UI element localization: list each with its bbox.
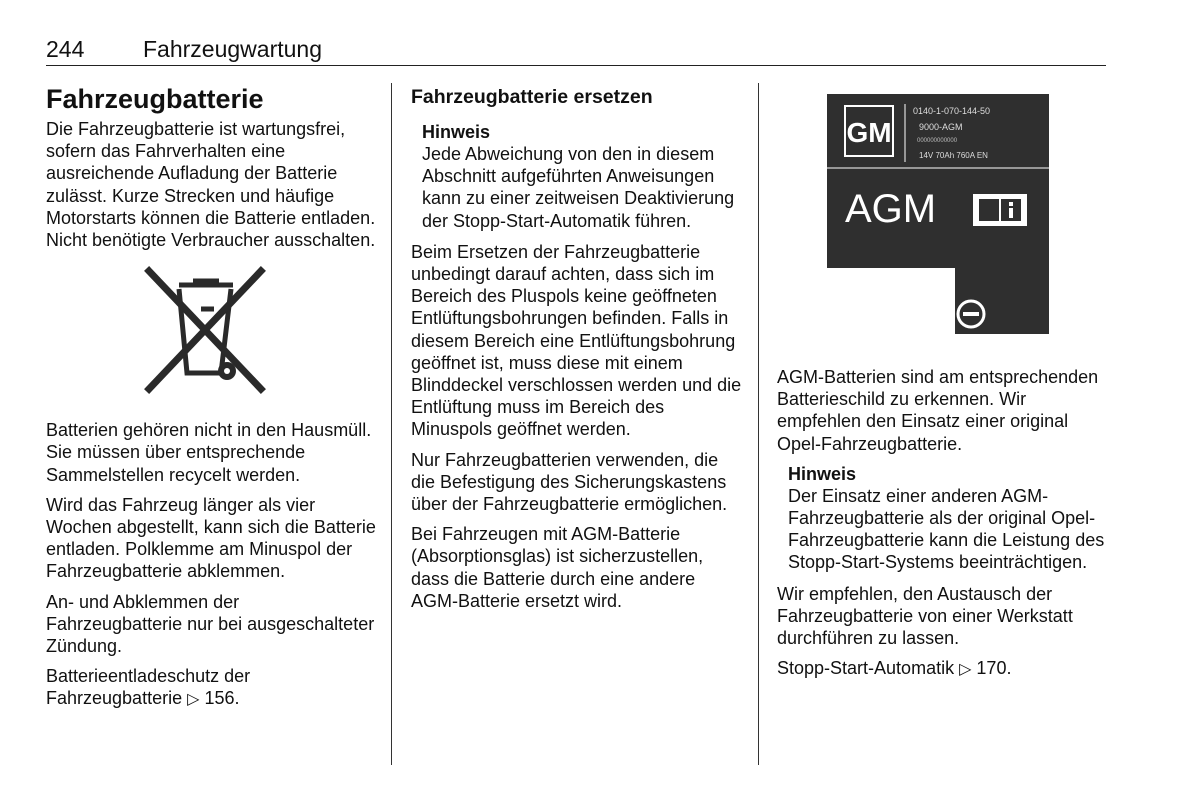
note-title: Hinweis (422, 122, 491, 142)
recycling-figure (46, 265, 376, 403)
label-brand: GM (846, 117, 892, 148)
note-text-2: Der Einsatz einer anderen AGM-Fahrzeugbatterie als der original Opel-Fahrzeugbatterie kann die Leistung des Stopp-Start-Systems beeinträchtigen. (788, 485, 1105, 573)
section-title: Fahrzeugbatterie (46, 84, 264, 114)
column-divider-2 (758, 83, 759, 765)
note-box (411, 121, 743, 232)
note-box-2 (777, 463, 1107, 574)
workshop-paragraph: Wir empfehlen, den Austausch der Fahrzeugbatterie von einer Werkstatt durchführen zu lassen. (777, 583, 1073, 649)
label-type: AGM (845, 187, 937, 231)
column-right (777, 84, 1107, 689)
discharge-protection-paragraph: Batterieentladeschutz der Fahrzeugbatterie ▷ 156. (46, 666, 251, 709)
chapter-title: Fahrzeugwartung (143, 36, 322, 62)
owner-manual-icon (973, 194, 1027, 226)
battery-label-figure (777, 84, 1107, 356)
note-text: Jede Abweichung von den in diesem Abschnitt aufgeführten Anweisungen kann zu einer zeitweisen Deaktivierung der Stopp-Start-Automatik führen. (422, 144, 735, 231)
cross-reference-arrow-icon: ▷ (959, 661, 972, 679)
agm-identification-paragraph: AGM-Batterien sind am entsprechenden Batterieschild zu erkennen. Wir empfehlen den Einsatz einer original Opel-Fahrzeugbatterie. (777, 367, 1099, 454)
disposal-paragraph: Batterien gehören nicht in den Hausmüll. Sie müssen über entsprechende Sammelstellen recycelt werden. (46, 420, 372, 485)
page-number: 244 (46, 36, 85, 62)
label-line-3: 000000000000 (917, 138, 958, 144)
note-title-2: Hinweis (788, 463, 857, 484)
column-divider-1 (391, 83, 392, 765)
crossed-out-wheelie-bin-icon (141, 265, 269, 397)
agm-replacement-paragraph: Bei Fahrzeugen mit AGM-Batterie (Absorptionsglas) ist sicherzustellen, dass die Batterie durch eine andere AGM-Batterie ersetzt wird. (411, 524, 704, 611)
storage-paragraph: Wird das Fahrzeug länger als vier Wochen abgestellt, kann sich die Batterie entladen. Polklemme am Minuspol der Fahrzeugbatterie abklemmen. (46, 494, 376, 582)
agm-battery-label-illustration (823, 90, 1053, 340)
page-header (46, 36, 1106, 64)
stop-start-reference-paragraph: Stopp-Start-Automatik ▷ 170. (777, 658, 1012, 679)
subsection-title: Fahrzeugbatterie ersetzen (411, 86, 653, 108)
column-middle (411, 84, 743, 620)
label-line-1: 0140-1-070-144-50 (913, 106, 991, 116)
label-line-2: 9000-AGM (919, 122, 963, 132)
label-line-4: 14V 70Ah 760A EN (919, 151, 988, 160)
vent-holes-paragraph: Beim Ersetzen der Fahrzeugbatterie unbedingt darauf achten, dass sich im Bereich des Pluspols keine geöffneten Entlüftungsbohrungen befinden. Falls in diesem Bereich eine Entlüftungsbohrung geöffnet ist, muss diese mit einem Blinddeckel verschlossen werden und die Entlüftung muss im Bereich des Minuspols geöffnet werden. (411, 241, 742, 440)
header-divider (46, 65, 1106, 66)
cross-reference-link[interactable]: 170. (976, 658, 1012, 679)
ignition-paragraph: An- und Abklemmen der Fahrzeugbatterie nur bei ausgeschalteter Zündung. (46, 591, 375, 657)
cross-reference-arrow-icon: ▷ (187, 691, 200, 709)
cross-reference-link[interactable]: 156. (204, 688, 240, 709)
fuse-box-paragraph: Nur Fahrzeugbatterien verwenden, die die Befestigung des Sicherungskastens über der Fahrzeugbatterie ermöglichen. (411, 449, 728, 515)
battery-maintenance-paragraph: Die Fahrzeugbatterie ist wartungsfrei, sofern das Fahrverhalten eine ausreichende Aufladung der Batterie zulässt. Kurze Strecken und häufige Motorstarts können die Batterie entladen. Nicht benötigte Verbraucher ausschalten. (46, 119, 376, 251)
column-left (46, 84, 376, 720)
